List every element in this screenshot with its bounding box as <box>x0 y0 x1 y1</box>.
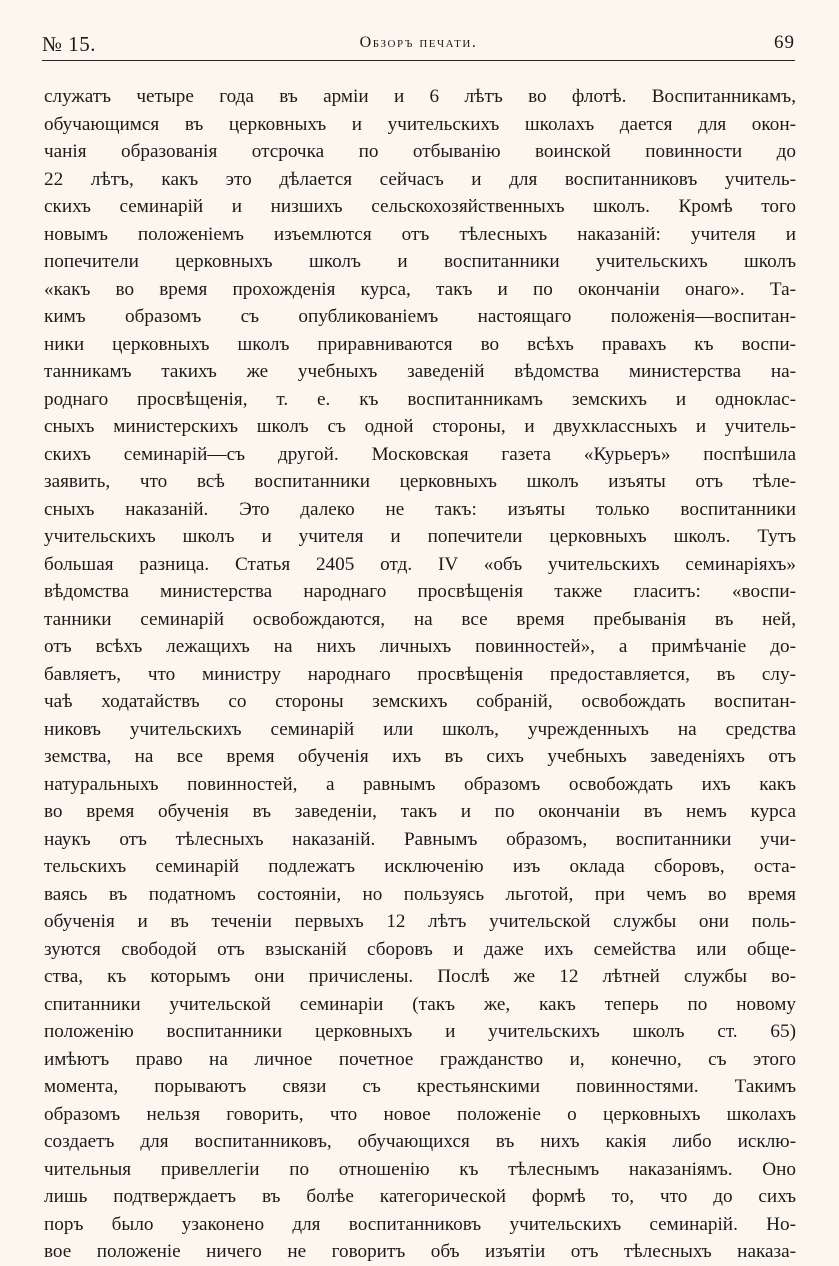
text-line: роднаго просвѣщенія, т. е. къ воспитанникамъ земскихъ и одноклас- <box>44 388 796 410</box>
text-line: новымъ положеніемъ изъемлются отъ тѣлесныхъ наказаній: учителя и <box>44 223 796 245</box>
article-body <box>44 83 796 1266</box>
text-line: отъ всѣхъ лежащихъ на нихъ личныхъ повинностей», а примѣчаніе до- <box>44 636 796 657</box>
text-line: во время обученія въ заведеніи, такъ и по окончаніи въ немъ курса <box>44 801 796 822</box>
text-line: кимъ образомъ съ опубликованіемъ настоящаго положенія—воспитан- <box>44 306 796 327</box>
text-line: 22 лѣтъ, какъ это дѣлается сейчасъ и для воспитанниковъ учитель- <box>44 168 796 190</box>
text-line: зуются свободой отъ взысканій сборовъ и даже ихъ семейства или обще- <box>44 938 796 960</box>
text-line: натуральныхъ повинностей, а равнымъ образомъ освобождать ихъ какъ <box>44 773 796 795</box>
text-line: чанія образованія отсрочка по отбыванію воинской повинности до <box>44 141 796 162</box>
text-line: скихъ семинарій—съ другой. Московская газета «Курьеръ» поспѣшила <box>44 443 796 465</box>
text-line: обученія и въ теченіи первыхъ 12 лѣтъ учительской службы они поль- <box>44 911 796 932</box>
text-line: попечители церковныхъ школъ и воспитанники учительскихъ школъ <box>44 251 796 272</box>
text-line: большая разница. Статья 2405 отд. IV «объ учительскихъ семинаріяхъ» <box>44 553 796 575</box>
text-line: «какъ во время прохожденія курса, такъ и по окончаніи онаго». Та- <box>44 278 796 300</box>
issue-number: № 15. <box>42 32 97 56</box>
running-title: Обзоръ печати. <box>359 34 478 51</box>
text-line: момента, порываютъ связи съ крестьянскими повинностями. Такимъ <box>44 1076 796 1097</box>
page-number: 69 <box>774 32 795 53</box>
text-line: тельскихъ семинарій подлежатъ исключенію изъ оклада сборовъ, оста- <box>44 856 796 877</box>
text-line: ваясь въ податномъ состояніи, но пользуясь льготой, при чемъ во время <box>44 883 796 905</box>
text-line: земства, на все время обученія ихъ въ сихъ учебныхъ заведеніяхъ отъ <box>44 746 796 767</box>
text-line: танникамъ такихъ же учебныхъ заведеній вѣдомства министерства на- <box>44 361 796 382</box>
text-line: вое положеніе ничего не говоритъ объ изъятіи отъ тѣлесныхъ наказа- <box>44 1241 796 1262</box>
text-line: положенію воспитанники церковныхъ и учительскихъ школъ ст. 65) <box>44 1021 796 1042</box>
text-line: наукъ отъ тѣлесныхъ наказаній. Равнымъ образомъ, воспитанники учи- <box>44 828 796 850</box>
text-line: скихъ семинарій и низшихъ сельскохозяйственныхъ школъ. Кромѣ того <box>44 196 796 217</box>
text-line: спитанники учительской семинаріи (такъ же, какъ теперь по новому <box>44 993 796 1015</box>
text-line: чительныя привеллегіи по отношенію къ тѣлеснымъ наказаніямъ. Оно <box>44 1158 796 1180</box>
page-header <box>42 30 795 58</box>
header-rule <box>42 60 795 61</box>
text-line: танники семинарій освобождаются, на все время пребыванія въ ней, <box>44 608 796 630</box>
text-line: обучающимся въ церковныхъ и учительскихъ школахъ дается для окон- <box>44 113 796 135</box>
text-line: никовъ учительскихъ семинарій или школъ, учрежденныхъ на средства <box>44 718 796 740</box>
text-line: лишь подтверждаетъ въ болѣе категорической формѣ то, что до сихъ <box>44 1186 796 1207</box>
text-line: заявить, что всѣ воспитанники церковныхъ школъ изъяты отъ тѣле- <box>44 471 796 492</box>
text-line: учительскихъ школъ и учителя и попечители церковныхъ школъ. Тутъ <box>44 526 796 547</box>
text-line: ники церковныхъ школъ приравниваются во всѣхъ правахъ къ воспи- <box>44 333 796 355</box>
text-line: чаѣ ходатайствъ со стороны земскихъ собраній, освобождать воспитан- <box>44 691 796 712</box>
text-line: образомъ нельзя говорить, что новое положеніе о церковныхъ школахъ <box>44 1103 796 1125</box>
text-line: вѣдомства министерства народнаго просвѣщенія также гласитъ: «воспи- <box>44 581 796 602</box>
text-line: ства, къ которымъ они причислены. Послѣ же 12 лѣтней службы во- <box>44 966 796 987</box>
text-line: служатъ четыре года въ арміи и 6 лѣтъ во флотѣ. Воспитанникамъ, <box>44 86 796 107</box>
text-line: имѣютъ право на личное почетное гражданство и, конечно, съ этого <box>44 1048 796 1070</box>
text-line: создаетъ для воспитанниковъ, обучающихся въ нихъ какія либо исклю- <box>44 1131 796 1152</box>
text-line: сныхъ министерскихъ школъ съ одной стороны, и двухклассныхъ и учитель- <box>44 416 796 437</box>
text-line: сныхъ наказаній. Это далеко не такъ: изъяты только воспитанники <box>44 498 796 520</box>
text-line: бавляетъ, что министру народнаго просвѣщенія предоставляется, въ слу- <box>44 663 796 685</box>
text-line: поръ было узаконено для воспитанниковъ учительскихъ семинарій. Но- <box>44 1213 796 1235</box>
